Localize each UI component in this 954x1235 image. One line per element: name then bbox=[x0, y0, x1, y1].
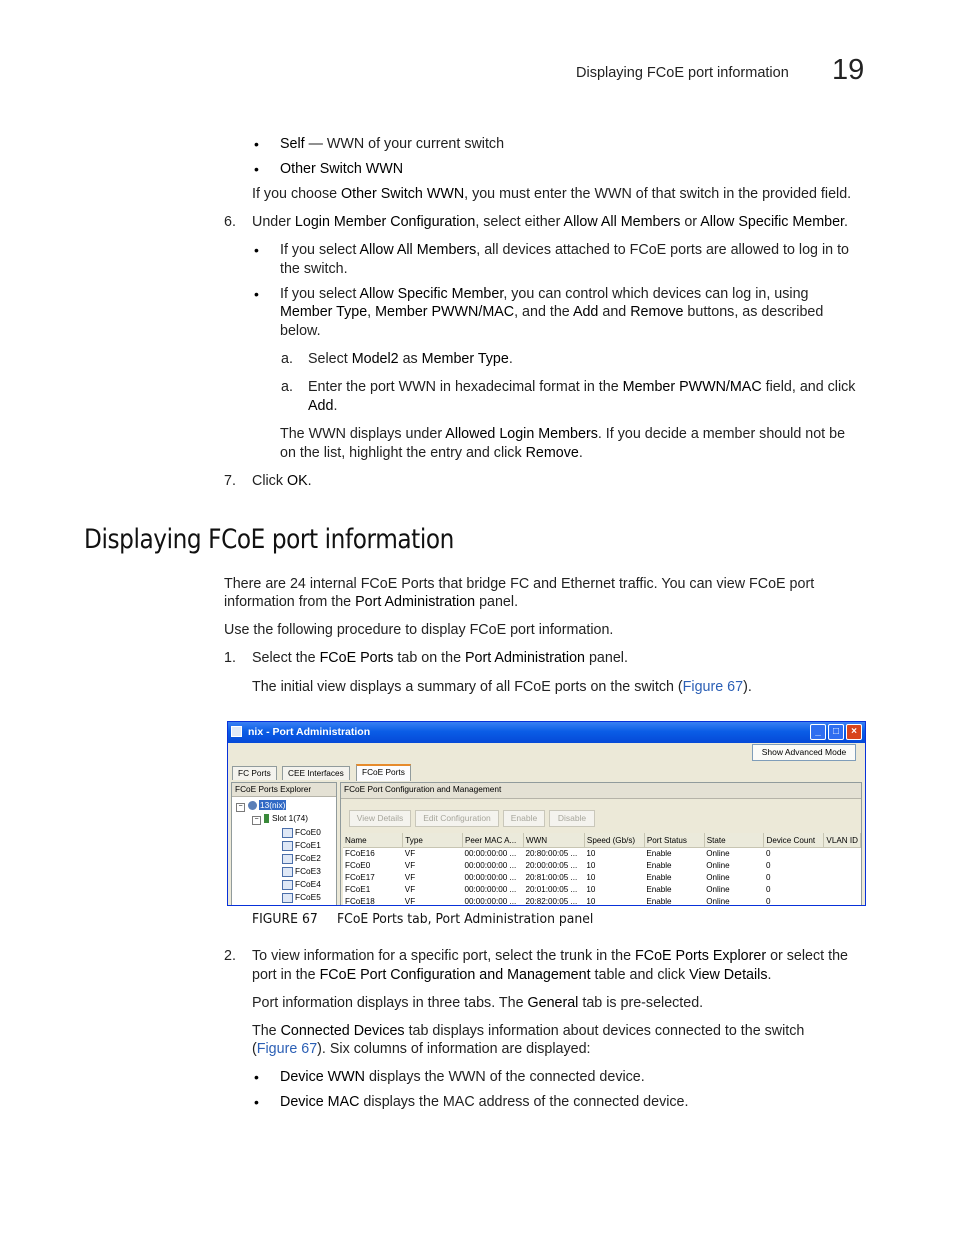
paragraph: There are 24 internal FCoE Ports that bridge FC and Ethernet traffic. You can view FCoE port bbox=[224, 576, 815, 592]
tree-node-port[interactable] bbox=[282, 839, 321, 851]
paragraph: The initial view displays a summary of all FCoE ports on the switch (Figure 67). bbox=[252, 679, 752, 695]
section-heading: Displaying FCoE port information bbox=[84, 524, 454, 555]
figure-caption bbox=[252, 909, 616, 929]
ports-tree bbox=[232, 799, 338, 906]
figure-link[interactable]: Figure 67 bbox=[682, 679, 744, 695]
sub-step-text: Select Model2 as Member Type. bbox=[308, 351, 513, 367]
table-cell bbox=[824, 860, 861, 872]
enable-button[interactable]: Enable bbox=[503, 810, 545, 827]
list-item: • Self — WWN of your current switch bbox=[280, 135, 504, 154]
paragraph-continuation: (Figure 67). Six columns of information are displayed: bbox=[252, 1041, 591, 1057]
table-cell: FCoE1 bbox=[345, 885, 371, 894]
paragraph-continuation: on the list, highlight the entry and click Remove. bbox=[280, 445, 583, 461]
port-administration-window bbox=[227, 721, 866, 906]
table-cell: FCoE0 bbox=[345, 861, 371, 870]
sub-step-label: a. bbox=[281, 379, 293, 395]
figure-caption-text: FCoE Ports tab, Port Administration panel bbox=[337, 911, 594, 927]
edit-configuration-button[interactable]: Edit Configuration bbox=[415, 810, 499, 827]
table-cell: FCoE17 bbox=[345, 873, 375, 882]
tree-node-port[interactable] bbox=[282, 865, 321, 877]
table-cell: 00:00:00:00 ... bbox=[464, 873, 517, 882]
column-header[interactable]: Type bbox=[403, 833, 463, 848]
table-cell: Online bbox=[706, 849, 730, 858]
table-cell: Online bbox=[706, 885, 730, 894]
tree-node-port[interactable] bbox=[282, 852, 321, 864]
port-icon bbox=[282, 893, 293, 903]
table-cell: FCoE18 bbox=[345, 897, 375, 906]
list-item: • If you select Allow Specific Member, you can control which devices can log in, using bbox=[280, 285, 808, 304]
list-item: • Device WWN displays the WWN of the connected device. bbox=[280, 1068, 645, 1087]
step-text: Under Login Member Configuration, select either Allow All Members or Allow Specific Member. bbox=[252, 214, 849, 230]
tree-node-label: FCoE0 bbox=[295, 827, 321, 837]
list-item-continuation: below. bbox=[280, 323, 321, 339]
port-icon bbox=[282, 841, 293, 851]
tree-node-port[interactable] bbox=[282, 891, 321, 903]
table-cell: 20:81:00:05 ... bbox=[525, 873, 578, 882]
table-cell: 20:00:00:05 ... bbox=[525, 861, 578, 870]
tab-fc-ports[interactable]: FC Ports bbox=[232, 766, 277, 780]
table-cell: VF bbox=[404, 849, 416, 858]
step-text: Click OK. bbox=[252, 473, 312, 489]
list-item: • Device MAC displays the MAC address of the connected device. bbox=[280, 1093, 688, 1112]
fcoe-config-panel bbox=[340, 782, 862, 906]
table-cell: Online bbox=[706, 897, 730, 906]
paragraph: Use the following procedure to display FCoE port information. bbox=[224, 622, 614, 638]
port-icon bbox=[282, 867, 293, 877]
table-row[interactable] bbox=[343, 872, 861, 884]
table-cell: Online bbox=[706, 873, 730, 882]
step-number: 7. bbox=[224, 473, 236, 489]
paragraph: The Connected Devices tab displays information about devices connected to the switch bbox=[252, 1023, 805, 1039]
table-cell: 10 bbox=[586, 897, 596, 906]
table-cell: Enable bbox=[646, 849, 672, 858]
table-cell: Enable bbox=[646, 897, 672, 906]
tree-node-label: FCoE3 bbox=[295, 866, 321, 876]
table-row[interactable] bbox=[343, 848, 861, 861]
table-cell: 00:00:00:00 ... bbox=[464, 885, 517, 894]
paragraph: The WWN displays under Allowed Login Members. If you decide a member should not be bbox=[280, 426, 846, 442]
ports-table bbox=[343, 833, 861, 906]
fcoe-ports-explorer bbox=[231, 782, 337, 906]
paragraph-continuation: information from the Port Administration panel. bbox=[224, 594, 519, 610]
table-row[interactable] bbox=[343, 884, 861, 896]
step-text: Select the FCoE Ports tab on the Port Administration panel. bbox=[252, 650, 628, 666]
table-cell: 0 bbox=[765, 861, 771, 870]
collapse-icon[interactable]: − bbox=[252, 816, 261, 825]
list-item-continuation: the switch. bbox=[280, 261, 348, 277]
table-cell: 20:82:00:05 ... bbox=[525, 897, 578, 906]
column-header[interactable]: Device Count bbox=[764, 833, 824, 848]
step-text: To view information for a specific port, select the trunk in the FCoE Ports Explorer or select the bbox=[252, 948, 848, 964]
table-cell: VF bbox=[404, 873, 416, 882]
table-cell: Online bbox=[706, 861, 730, 870]
table-cell: 10 bbox=[586, 873, 596, 882]
slot-icon bbox=[264, 814, 269, 823]
step-text-continuation: port in the FCoE Port Configuration and Management table and click View Details. bbox=[252, 967, 772, 983]
table-cell: 10 bbox=[586, 885, 596, 894]
table-row[interactable] bbox=[343, 896, 861, 906]
table-cell: Enable bbox=[646, 861, 672, 870]
table-row[interactable] bbox=[343, 860, 861, 872]
show-advanced-mode-button[interactable]: Show Advanced Mode bbox=[752, 744, 856, 761]
sub-step-text: Enter the port WWN in hexadecimal format in the Member PWWN/MAC field, and click bbox=[308, 379, 856, 395]
step-number: 1. bbox=[224, 650, 236, 666]
list-item: • If you select Allow All Members, all devices attached to FCoE ports are allowed to log in to bbox=[280, 241, 849, 260]
step-number: 2. bbox=[224, 948, 236, 964]
table-cell: VF bbox=[404, 897, 416, 906]
tree-node-port[interactable] bbox=[282, 878, 321, 890]
table-cell: 0 bbox=[765, 873, 771, 882]
column-header[interactable]: State bbox=[704, 833, 764, 848]
table-cell: 20:80:00:05 ... bbox=[525, 849, 578, 858]
switch-icon bbox=[248, 801, 257, 810]
step-number: 6. bbox=[224, 214, 236, 230]
tree-node-port[interactable] bbox=[282, 826, 321, 838]
tree-node-label: 13(nix) bbox=[260, 800, 286, 810]
config-title: FCoE Port Configuration and Management bbox=[341, 783, 861, 799]
table-cell: VF bbox=[404, 861, 416, 870]
list-item-continuation: Member Type, Member PWWN/MAC, and the Add and Remove buttons, as described bbox=[280, 304, 824, 320]
tree-node-slot[interactable] bbox=[252, 812, 308, 825]
table-cell: 00:00:00:00 ... bbox=[464, 897, 517, 906]
table-cell: 00:00:00:00 ... bbox=[464, 861, 517, 870]
table-cell bbox=[824, 872, 861, 884]
tree-node-label: FCoE2 bbox=[295, 853, 321, 863]
tree-node-switch[interactable] bbox=[236, 799, 286, 812]
sub-step-label: a. bbox=[281, 351, 293, 367]
column-header[interactable]: Speed (Gb/s) bbox=[584, 833, 644, 848]
table-cell bbox=[824, 848, 861, 861]
collapse-icon[interactable]: − bbox=[236, 803, 245, 812]
tree-node-label: FCoE4 bbox=[295, 879, 321, 889]
table-cell: Enable bbox=[646, 885, 672, 894]
column-header[interactable]: VLAN ID bbox=[824, 833, 861, 848]
table-cell: FCoE16 bbox=[345, 849, 375, 858]
sub-step-continuation: Add. bbox=[308, 398, 338, 414]
explorer-title: FCoE Ports Explorer bbox=[232, 783, 336, 797]
column-header[interactable]: Peer MAC A... bbox=[463, 833, 524, 848]
table-cell: 0 bbox=[765, 885, 771, 894]
running-header-title: Displaying FCoE port information bbox=[576, 65, 789, 81]
paragraph: If you choose Other Switch WWN, you must enter the WWN of that switch in the provided field. bbox=[252, 186, 852, 202]
table-cell: 0 bbox=[765, 897, 771, 906]
port-icon bbox=[282, 828, 293, 838]
close-button[interactable]: × bbox=[846, 724, 862, 740]
ports-table-container bbox=[343, 833, 861, 906]
chapter-number: 19 bbox=[832, 54, 865, 86]
window-title: nix - Port Administration bbox=[248, 726, 371, 738]
tab-cee-interfaces[interactable]: CEE Interfaces bbox=[282, 766, 350, 780]
table-cell: 0 bbox=[765, 849, 771, 858]
minimize-button[interactable]: _ bbox=[810, 724, 826, 740]
tree-node-label: FCoE1 bbox=[295, 840, 321, 850]
maximize-button[interactable]: □ bbox=[828, 724, 844, 740]
figure-label: FIGURE 67 bbox=[252, 911, 318, 927]
column-header[interactable]: Name bbox=[343, 833, 403, 848]
window-app-icon bbox=[231, 726, 242, 737]
tree-node-label: FCoE5 bbox=[295, 892, 321, 902]
port-icon bbox=[282, 880, 293, 890]
view-details-button[interactable]: View Details bbox=[349, 810, 411, 827]
window-titlebar bbox=[228, 722, 865, 743]
table-cell: 10 bbox=[586, 861, 596, 870]
figure-link[interactable]: Figure 67 bbox=[256, 1041, 318, 1057]
paragraph: Port information displays in three tabs. The General tab is pre-selected. bbox=[252, 995, 704, 1011]
port-icon bbox=[282, 854, 293, 864]
table-cell: Enable bbox=[646, 873, 672, 882]
column-header[interactable]: Port Status bbox=[644, 833, 704, 848]
disable-button[interactable]: Disable bbox=[549, 810, 595, 827]
column-header[interactable]: WWN bbox=[523, 833, 584, 848]
table-cell: VF bbox=[404, 885, 416, 894]
tab-fcoe-ports[interactable]: FCoE Ports bbox=[356, 764, 411, 781]
tree-node-label: Slot 1(74) bbox=[272, 813, 308, 823]
table-cell bbox=[824, 896, 861, 906]
table-cell: 10 bbox=[586, 849, 596, 858]
table-cell: 20:01:00:05 ... bbox=[525, 885, 578, 894]
table-cell bbox=[824, 884, 861, 896]
table-cell: 00:00:00:00 ... bbox=[464, 849, 517, 858]
list-item: • Other Switch WWN bbox=[280, 160, 403, 179]
